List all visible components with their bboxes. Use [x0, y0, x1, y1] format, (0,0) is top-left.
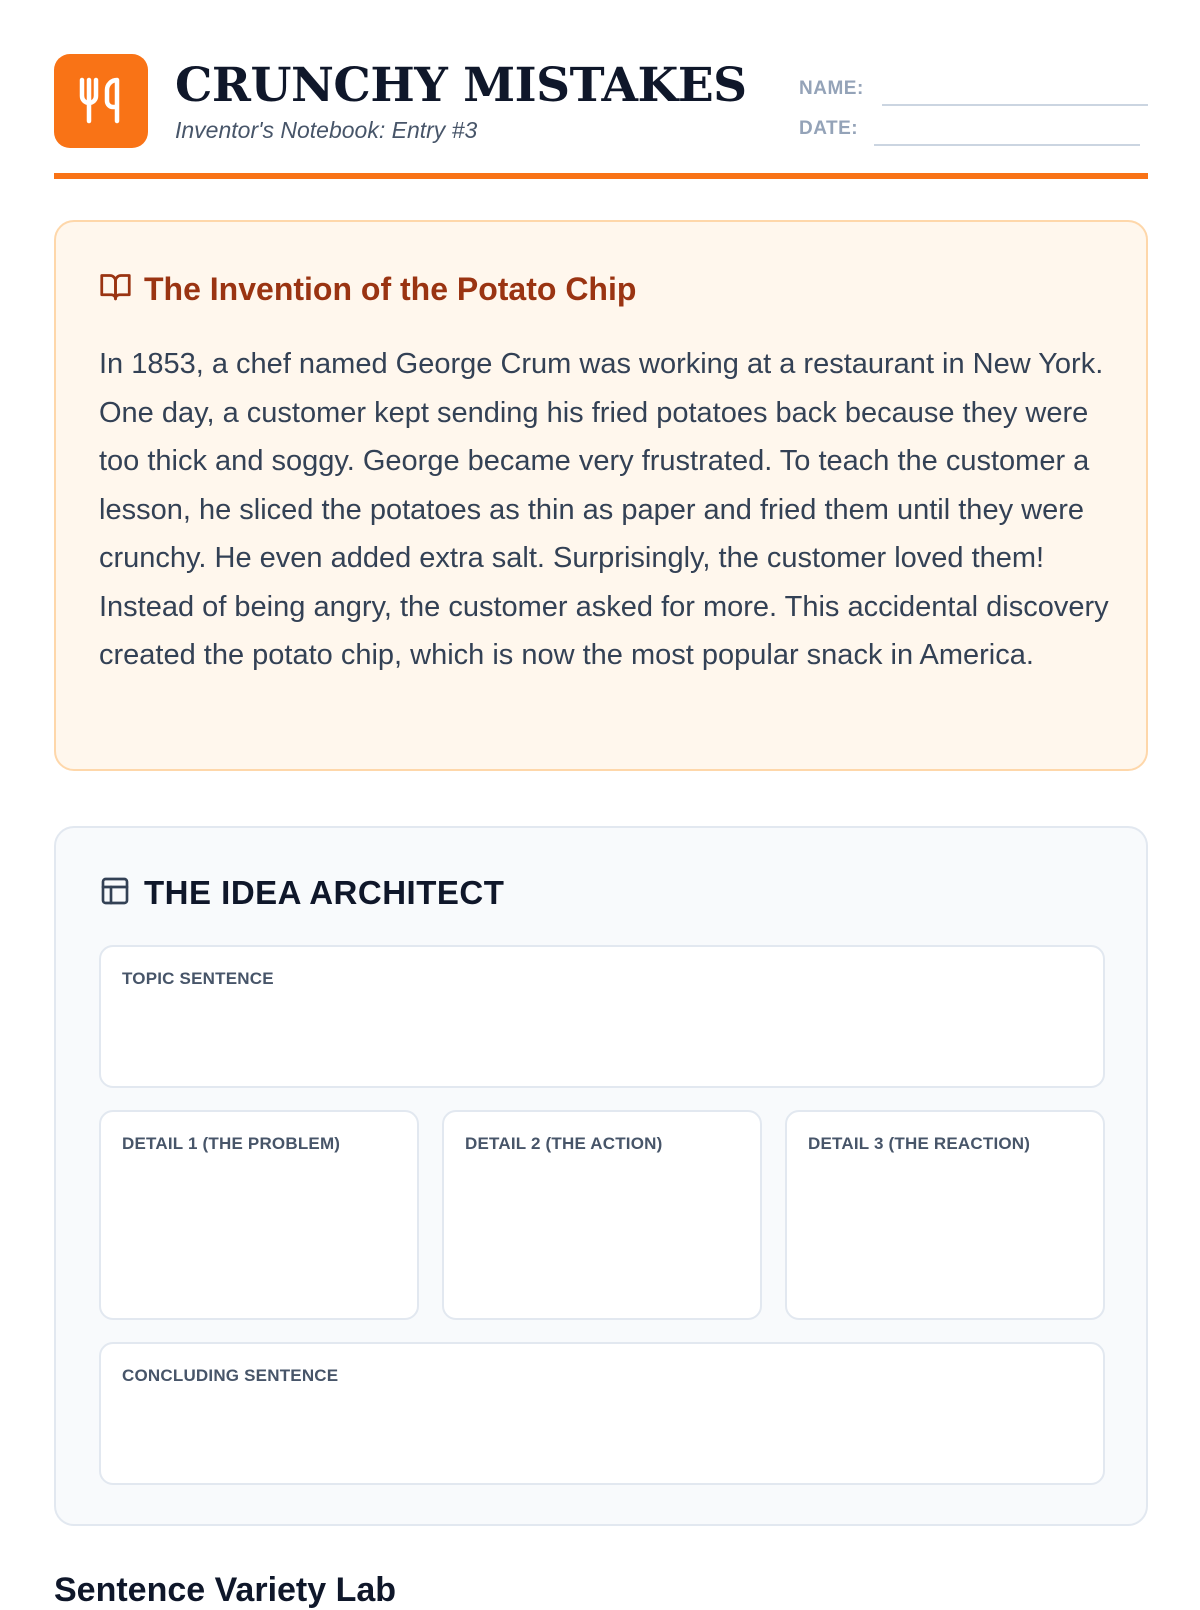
concluding-sentence-box[interactable]: [99, 1342, 1105, 1485]
detail-2-box[interactable]: [442, 1110, 762, 1320]
story-card: [54, 220, 1148, 771]
name-field[interactable]: [882, 104, 1148, 106]
detail-3-box[interactable]: [785, 1110, 1105, 1320]
architect-title: THE IDEA ARCHITECT: [144, 874, 505, 911]
story-title: The Invention of the Potato Chip: [144, 270, 637, 307]
topic-sentence-box[interactable]: [99, 945, 1105, 1088]
name-label: NAME:: [799, 78, 864, 99]
detail-2-label: DETAIL 2 (THE ACTION): [465, 1134, 663, 1153]
book-open-icon: [99, 270, 132, 308]
date-field[interactable]: [874, 144, 1140, 146]
sentence-variety-heading: Sentence Variety Lab: [54, 1571, 397, 1609]
detail-3-label: DETAIL 3 (THE REACTION): [808, 1134, 1031, 1153]
layout-icon: [99, 875, 131, 912]
utensils-icon: [54, 54, 148, 148]
worksheet-title: CRUNCHY MISTAKES: [175, 58, 747, 113]
topic-sentence-label: TOPIC SENTENCE: [122, 969, 274, 988]
idea-architect-card: [54, 826, 1148, 1526]
date-label: DATE:: [799, 118, 859, 139]
header-divider: [54, 173, 1148, 179]
worksheet-subtitle: Inventor's Notebook: Entry #3: [175, 117, 478, 143]
story-heading: [99, 270, 636, 308]
concluding-sentence-label: CONCLUDING SENTENCE: [122, 1366, 339, 1385]
story-text: In 1853, a chef named George Crum was working at a restaurant in New York. One day, a customer kept sending his fried potatoes back because they were too thick and soggy. George became very frustrated. To teach the customer a lesson, he sliced the potatoes as thin as paper and fried them until they were crunchy. He even added extra salt. Surprisingly, the customer loved them! Instead of being angry, the customer asked for more. This accidental discovery created the potato chip, which is now the most popular snack in America.: [99, 348, 1109, 671]
worksheet-header: [54, 0, 1148, 180]
detail-1-box[interactable]: [99, 1110, 419, 1320]
worksheet-page: [54, 0, 1148, 1609]
architect-heading: [99, 874, 504, 912]
detail-1-label: DETAIL 1 (THE PROBLEM): [122, 1134, 341, 1153]
